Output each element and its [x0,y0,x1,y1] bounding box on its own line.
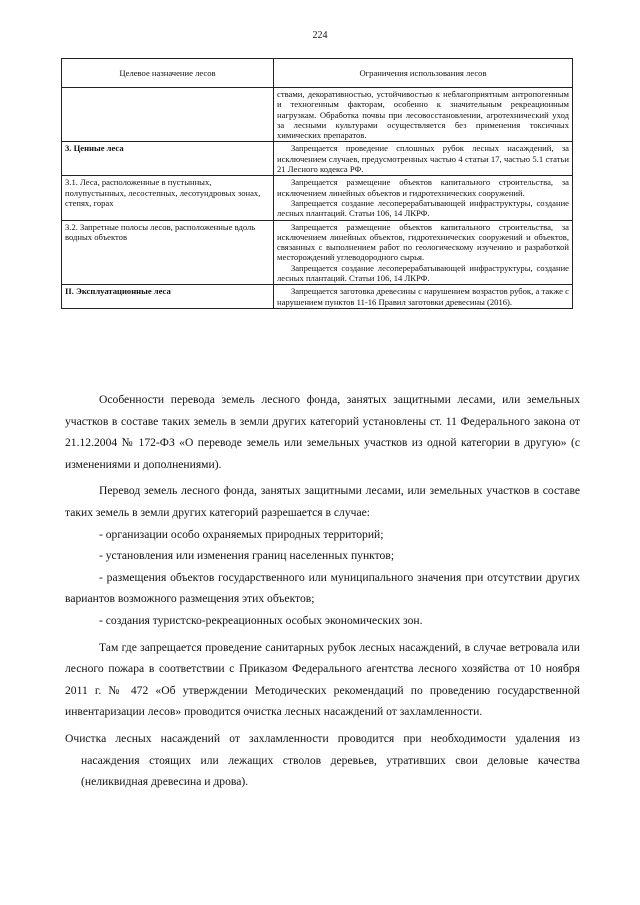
list-item: - размещения объектов государственного или муниципального значения при отсутствии других вариантов возможного размещения этих объектов; [65,570,580,606]
list-item: - организации особо охраняемых природных территорий; [99,527,384,541]
restriction-text: Запрещается создание лесоперерабатывающей инфраструктуры, создание лесных плантаций. Статьи 106, 14 ЛКРФ. [277,262,569,284]
body-text [65,389,580,793]
table-row [62,220,573,285]
table-row [62,142,573,176]
table-row [62,176,573,220]
restriction-cell [274,142,573,176]
forest-purpose-cell: 3. Ценные леса [62,142,274,176]
paragraph-transfer-features: Особенности перевода земель лесного фонда, занятых защитными лесами, или земельных участков в составе таких земель в земли других категорий установлены ст. 11 Федерального закона от 21.12.2004 № 172-ФЗ «О переводе земель или земельных участков из одной категории в другую» (с изменениями и дополнениями). [65,393,580,471]
restriction-cell [274,285,573,309]
forest-purpose-cell: II. Эксплуатационные леса [62,285,274,309]
restriction-cell [274,220,573,285]
header-restrictions: Ограничения использования лесов [274,59,573,88]
forest-purpose-cell: 3.2. Запретные полосы лесов, расположенные вдоль водных объектов [62,220,274,285]
paragraph-sanitary-cutting: Там где запрещается проведение санитарных рубок лесных насаждений, в случае ветровала или лесного пожара в соответствии с Приказом Федерального агентства лесного хозяйства от 10 ноября 2011 г. № 472 «Об утверждении Методических рекомендаций по проведению государственной инвентаризации лесов» проводится очистка лесных насаждений от захламленности. [65,640,580,719]
paragraph-transfer-allowed: Перевод земель лесного фонда, занятых защитными лесами, или земельных участков в составе таких земель в земли других категорий разрешается в случае: [65,484,580,519]
list-item: - установления или изменения границ населенных пунктов; [99,549,395,563]
restriction-text: Запрещается размещение объектов капитального строительства, за исключением линейных объектов, гидротехнических сооружений и объектов, связанных с выполнением работ по геологическому изучению и разработкой месторождений углеводородного сырья. [277,221,569,263]
paragraph-clutter-cleaning: Очистка лесных насаждений от захламленности проводится при необходимости удаления из насаждения стоящих или лежащих стволов деревьев, утративших свои деловые качества (неликвидная древесина и дрова). [65,731,580,789]
table-body [62,88,573,309]
list-item: - создания туристско-рекреационных особых экономических зон. [99,613,423,627]
table-row [62,285,573,309]
page-number: 224 [312,30,328,41]
forest-purpose-cell [62,88,274,142]
forest-restrictions-table [61,58,573,309]
table-row [62,88,573,142]
restriction-cell [274,88,573,142]
restriction-text: Запрещается размещение объектов капитального строительства, за исключением линейных объектов и гидротехнических сооружений. [277,177,569,198]
restriction-text: Запрещается заготовка древесины с нарушением возрастов рубок, а также с нарушением пунктов 11-16 Правил заготовки древесины (2016). [277,286,569,307]
restriction-cell [274,176,573,220]
restriction-text: Запрещается создание лесоперерабатывающей инфраструктуры, создание лесных плантаций. Статьи 106, 14 ЛКРФ. [277,197,569,219]
forest-purpose-cell: 3.1. Леса, расположенные в пустынных, полупустынных, лесостепных, лесотундровых зонах, степях, горах [62,176,274,220]
table-header-row [62,59,573,88]
header-purpose: Целевое назначение лесов [62,59,274,88]
restriction-text: Запрещается проведение сплошных рубок лесных насаждений, за исключением случаев, предусмотренных частью 4 статьи 17, частью 5.1 статьи 21 Лесного кодекса РФ. [277,143,569,175]
restriction-text: ствами, декоративностью, устойчивостью к неблагоприятным антропогенным и техногенным факторам, особенно к значительным рекреационным нагрузкам. Обработка почвы при лесовосстановлении, агротехнический уход за лесными культурами осуществляется без применения токсичных химических препаратов. [277,89,569,141]
